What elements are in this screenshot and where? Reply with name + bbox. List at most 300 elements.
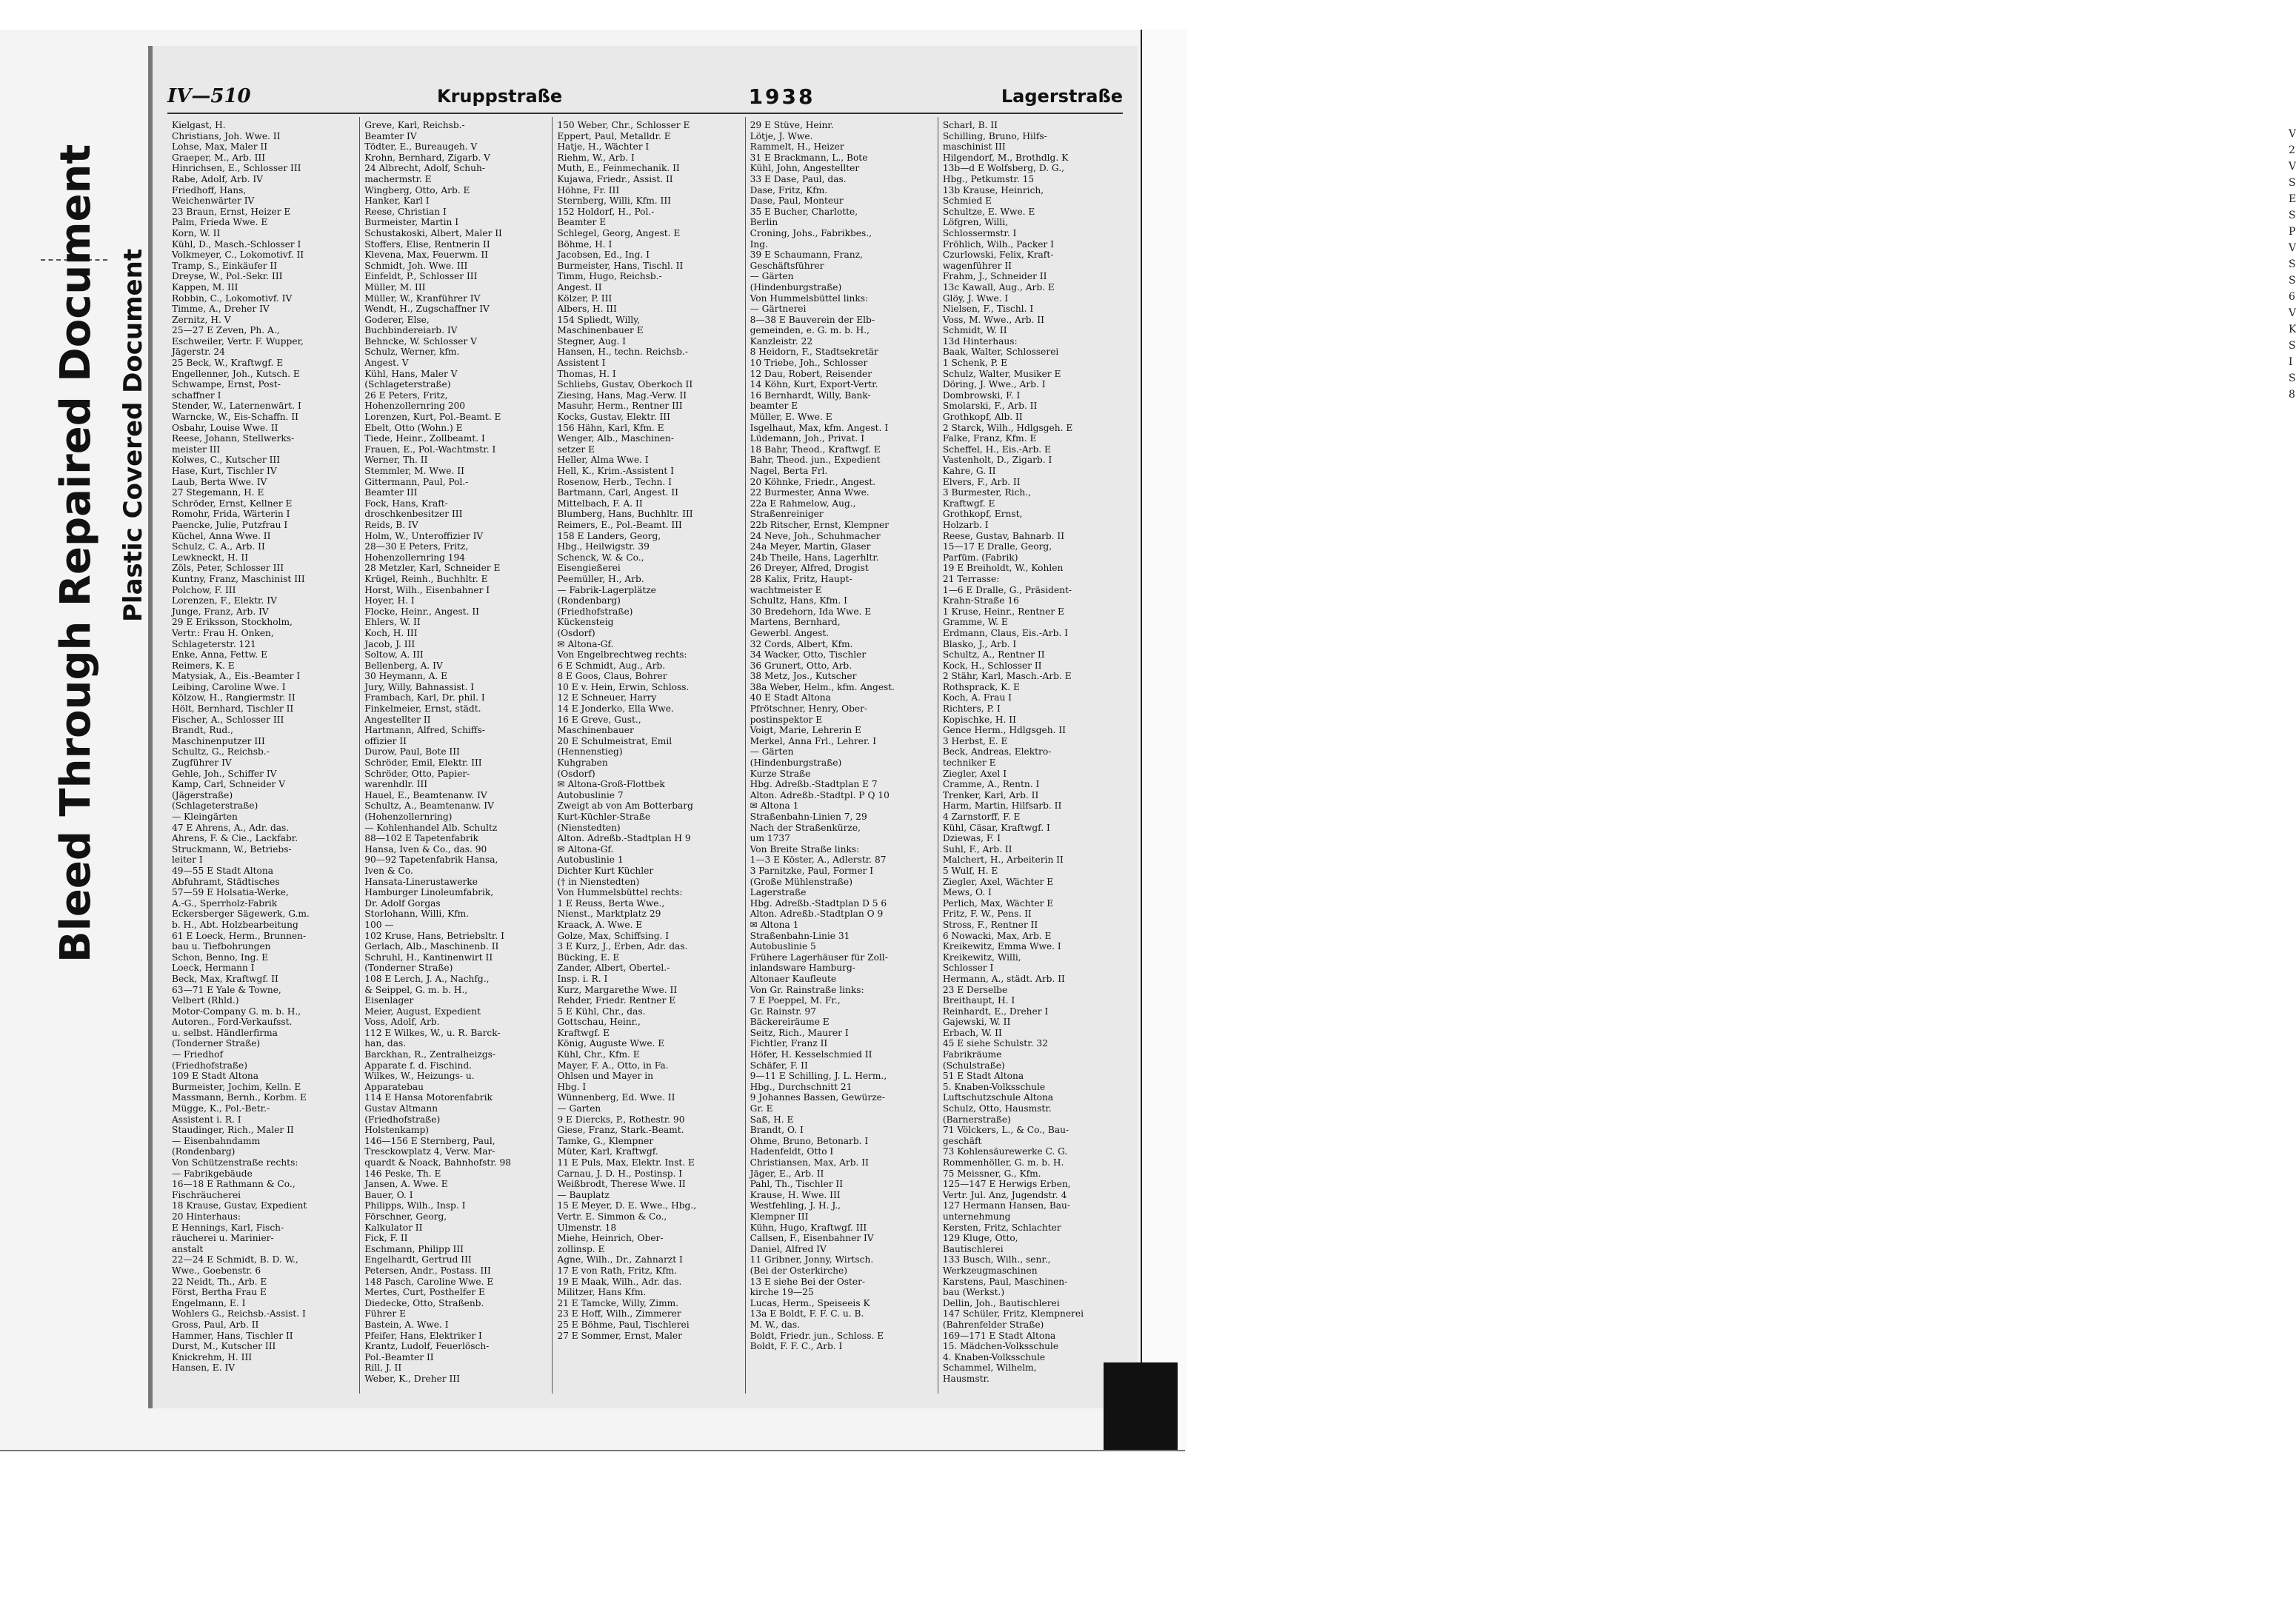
directory-line: Rabe, Adolf, Arb. IV: [172, 173, 263, 184]
directory-line: 24a Meyer, Martin, Glaser: [750, 541, 871, 552]
directory-line: Fischräucherei: [172, 1189, 241, 1200]
directory-line: 22a E Rahmelow, Aug.,: [750, 498, 856, 509]
directory-line: 6 E Schmidt, Aug., Arb.: [557, 660, 666, 671]
directory-line: (Friedhofstraße): [364, 1114, 441, 1125]
directory-line: Perlich, Max, Wächter E: [942, 897, 1054, 909]
directory-line: (Schlageterstraße): [364, 379, 451, 390]
directory-line: Burmeister, Hans, Tischl. II: [557, 260, 684, 271]
directory-line: Timme, A., Dreher IV: [172, 304, 270, 315]
directory-line: 1—6 E Dralle, G., Präsident-: [942, 584, 1072, 595]
directory-line: Müller, E. Wwe. E: [750, 412, 832, 423]
directory-line: Jäger, E., Arb. II: [750, 1168, 824, 1179]
directory-line: Engelmann, E. I: [172, 1297, 246, 1308]
directory-line: 15 E Meyer, D. E. Wwe., Hbg.,: [557, 1200, 697, 1211]
directory-line: Werner, Th. II: [364, 455, 428, 466]
fragment-char: V: [2289, 307, 2296, 319]
directory-line: Tödter, E., Bureaugeh. V: [364, 141, 478, 153]
directory-line: machermstr. E: [364, 173, 432, 184]
directory-line: Erbach, W. II: [942, 1027, 1002, 1038]
directory-line: Eisenlager: [364, 995, 414, 1006]
directory-line: Dziewas, F. I: [942, 833, 1001, 844]
directory-line: Lagerstraße: [750, 887, 807, 898]
directory-line: maschinist III: [942, 141, 1006, 153]
fragment-char: S: [2289, 275, 2296, 287]
directory-line: Kreikewitz, Willi,: [942, 952, 1021, 963]
directory-line: Von Breite Straße links:: [750, 843, 860, 855]
directory-line: Dase, Fritz, Kfm.: [750, 184, 828, 195]
directory-line: Militzer, Hans Kfm.: [557, 1287, 647, 1298]
directory-line: 18 Krause, Gustav, Expedient: [172, 1200, 307, 1211]
directory-line: Hausmstr.: [942, 1373, 990, 1384]
directory-line: Martens, Bernhard,: [750, 617, 841, 628]
directory-line: Hansen, E. IV: [172, 1362, 236, 1374]
directory-line: 8—38 E Bauverein der Elb-: [750, 314, 875, 325]
directory-line: Autobuslinie 1: [557, 855, 624, 866]
directory-line: Kielgast, H.: [172, 120, 226, 130]
directory-line: (Bahrenfelder Straße): [942, 1319, 1044, 1330]
directory-line: Reese, Johann, Stellwerks-: [172, 433, 295, 444]
directory-line: 75 Meissner, G., Kfm.: [942, 1168, 1041, 1179]
directory-line: 2 Stähr, Karl, Masch.-Arb. E: [942, 671, 1072, 682]
directory-line: Rammelt, H., Heizer: [750, 141, 844, 153]
directory-line: Schlageterstr. 121: [172, 638, 256, 649]
street-left: Kruppstraße: [436, 86, 563, 107]
directory-line: Kujawa, Friedr., Assist. II: [557, 173, 673, 184]
directory-line: Zander, Albert, Obertel.-: [557, 963, 670, 974]
directory-line: Kocks, Gustav, Elektr. III: [557, 412, 670, 423]
directory-line: 16 Bernhardt, Willy, Bank-: [750, 389, 871, 401]
directory-line: 3 Herbst, E. E: [942, 735, 1008, 746]
directory-line: 31 E Brackmann, L., Bote: [750, 152, 868, 163]
directory-line: kirche 19—25: [750, 1287, 814, 1298]
directory-line: Frauen, E., Pol.-Wachtmstr. I: [364, 444, 496, 455]
directory-line: 4. Knaben-Volksschule: [942, 1351, 1046, 1362]
directory-line: Höhne, Fr. III: [557, 184, 620, 195]
directory-line: Kühl, Chr., Kfm. E: [557, 1049, 640, 1060]
directory-line: Isgelhaut, Max, kfm. Angest. I: [750, 422, 889, 433]
directory-line: 10 Triebe, Joh., Schlosser: [750, 358, 868, 369]
directory-line: 12 Dau, Robert, Reisender: [750, 368, 872, 379]
directory-line: Leibing, Caroline Wwe. I: [172, 681, 286, 692]
directory-line: Kölzer, P. III: [557, 292, 613, 304]
directory-line: Friedhoff, Hans,: [172, 184, 247, 195]
directory-line: Sternberg, Willi, Kfm. III: [557, 195, 671, 207]
directory-line: 49—55 E Stadt Altona: [172, 865, 273, 876]
directory-page: [148, 46, 1138, 1408]
directory-line: 129 Kluge, Otto,: [942, 1233, 1018, 1244]
directory-line: Wingberg, Otto, Arb. E: [364, 184, 470, 195]
scan-edge: [0, 1450, 1185, 1451]
directory-line: 25 E Böhme, Paul, Tischlerei: [557, 1319, 690, 1330]
directory-line: 51 E Stadt Altona: [942, 1071, 1024, 1082]
directory-line: Schruhl, H., Kantinenwirt II: [364, 952, 493, 963]
directory-line: 28—30 E Peters, Fritz,: [364, 541, 469, 552]
directory-line: 13d Hinterhaus:: [942, 335, 1018, 347]
directory-line: Gerlach, Alb., Maschinenb. II: [364, 941, 499, 952]
directory-line: Kraftwgf. E: [557, 1027, 610, 1038]
directory-line: Ziegler, Axel, Wächter E: [942, 876, 1054, 887]
directory-line: Lohse, Max, Maler II: [172, 141, 268, 153]
directory-line: 3 Burmester, Rich.,: [942, 487, 1031, 498]
directory-line: Malchert, H., Arbeiterin II: [942, 855, 1064, 866]
directory-line: Carnau, J. D. H., Postinsp. I: [557, 1168, 683, 1179]
page-header: [167, 81, 1123, 111]
directory-line: Tramp, S., Einkäufer II: [172, 260, 278, 271]
directory-line: Böhme, H. I: [557, 238, 613, 250]
directory-line: Seitz, Rich., Maurer I: [750, 1027, 849, 1038]
directory-line: Reese, Christian I: [364, 206, 447, 217]
directory-line: 45 E siehe Schulstr. 32: [942, 1038, 1048, 1049]
directory-line: (Tonderner Straße): [364, 963, 453, 974]
directory-line: um 1737: [750, 833, 790, 844]
directory-line: Schlosser I: [942, 963, 994, 974]
directory-line: (Friedhofstraße): [557, 606, 633, 617]
directory-line: Motor-Company G. m. b. H.,: [172, 1006, 301, 1017]
directory-line: Von Gr. Rainstraße links:: [750, 984, 864, 995]
directory-line: (Hohenzollernring): [364, 812, 453, 822]
directory-line: Eckersberger Sägewerk, G.m.: [172, 909, 310, 920]
directory-line: Kalkulator II: [364, 1222, 423, 1233]
directory-line: leiter I: [172, 855, 203, 866]
directory-line: Dase, Paul, Monteur: [750, 195, 844, 207]
directory-line: 25—27 E Zeven, Ph. A.,: [172, 325, 280, 336]
directory-line: Matysiak, A., Eis.-Beamter I: [172, 671, 301, 682]
directory-line: Philipps, Wilh., Insp. I: [364, 1200, 466, 1211]
directory-line: Saß, H. E: [750, 1114, 794, 1125]
directory-line: schaffner I: [172, 389, 221, 401]
directory-line: 24 Neve, Joh., Schuhmacher: [750, 530, 881, 541]
directory-line: (Schlageterstraße): [172, 800, 258, 812]
directory-line: 16 E Greve, Gust.,: [557, 714, 641, 725]
directory-line: Schilling, Bruno, Hilfs-: [942, 130, 1047, 141]
directory-line: Altonaer Kaufleute: [750, 973, 837, 984]
directory-line: Romohr, Frida, Wärterin I: [172, 509, 290, 520]
directory-line: 23 E Hoff, Wilh., Zimmerer: [557, 1308, 681, 1320]
directory-line: 19 E Maak, Wilh., Adr. das.: [557, 1276, 682, 1287]
directory-line: 125—147 E Herwigs Erben,: [942, 1179, 1071, 1190]
directory-line: 114 E Hansa Motorenfabrik: [364, 1092, 493, 1103]
directory-line: Brandt, O. I: [750, 1125, 804, 1136]
directory-line: 22 Neidt, Th., Arb. E: [172, 1276, 267, 1287]
directory-line: Vertr.: Frau H. Onken,: [172, 627, 274, 638]
directory-line: Laub, Berta Wwe. IV: [172, 476, 267, 487]
directory-line: Först, Bertha Frau E: [172, 1287, 267, 1298]
directory-line: 11 E Puls, Max, Elektr. Inst. E: [557, 1157, 695, 1168]
directory-line: Fritz, F. W., Pens. II: [942, 909, 1032, 920]
directory-line: 146 Peske, Th. E: [364, 1168, 441, 1179]
directory-line: Grothkopf, Alb. II: [942, 412, 1023, 423]
directory-line: Zweigt ab von Am Botterbarg: [557, 800, 693, 812]
directory-line: Nagel, Berta Frl.: [750, 466, 828, 476]
directory-line: droschkenbesitzer III: [364, 509, 463, 520]
fragment-char: S: [2289, 258, 2296, 270]
directory-line: Maschinenputzer III: [172, 735, 265, 746]
directory-line: 20 Hinterhaus:: [172, 1211, 241, 1222]
directory-line: (Hindenburgstraße): [750, 281, 842, 292]
directory-line: 22—24 E Schmidt, B. D. W.,: [172, 1254, 298, 1265]
directory-line: Schmied E: [942, 195, 992, 207]
directory-line: Döring, J. Wwe., Arb. I: [942, 379, 1046, 390]
fragment-char: K: [2289, 324, 2296, 335]
directory-line: 90—92 Tapetenfabrik Hansa,: [364, 855, 498, 866]
directory-line: Albers, H. III: [557, 304, 617, 315]
directory-line: Hammer, Hans, Tischler II: [172, 1330, 293, 1341]
directory-line: Schultze, E. Wwe. E: [942, 206, 1035, 217]
directory-line: Bahr, Theod. jun., Expedient: [750, 455, 881, 466]
directory-line: Stender, W., Laternenwärt. I: [172, 401, 301, 412]
directory-line: 25 Beck, W., Kraftwgf. E: [172, 358, 284, 369]
directory-line: (Rondenbarg): [557, 595, 621, 606]
directory-line: 9 Johannes Bassen, Gewürze-: [750, 1092, 885, 1103]
directory-line: Apparate f. d. Fischind.: [364, 1060, 473, 1071]
directory-line: Finkelmeier, Ernst, städt.: [364, 703, 481, 715]
directory-line: Hohenzollernring 194: [364, 552, 466, 563]
directory-line: Cramme, A., Rentn. I: [942, 779, 1040, 790]
directory-line: Christians, Joh. Wwe. II: [172, 130, 281, 141]
directory-line: Reinhardt, E., Dreher I: [942, 1006, 1049, 1017]
bleed-through-text: Bleed Through: [52, 621, 100, 963]
directory-line: Krügel, Reinh., Buchhltr. E: [364, 573, 488, 584]
directory-line: Warncke, W., Eis-Schaffn. II: [172, 412, 298, 423]
directory-line: — Kohlenhandel Alb. Schultz: [364, 822, 498, 833]
directory-line: Muth, E., Feinmechanik. II: [557, 163, 680, 174]
directory-line: 27 Stegemann, H. E: [172, 487, 264, 498]
directory-line: 1 Schenk, P. E: [942, 358, 1008, 369]
directory-line: 7 E Poeppel, M. Fr.,: [750, 995, 841, 1006]
directory-line: Beamter E: [557, 217, 607, 228]
directory-line: — Fabrik-Lagerplätze: [557, 584, 656, 595]
directory-line: Riehm, W., Arb. I: [557, 152, 635, 163]
directory-line: Gittermann, Paul, Pol.-: [364, 476, 469, 487]
directory-line: Daniel, Alfred IV: [750, 1243, 827, 1254]
directory-line: — Kleingärten: [172, 812, 238, 822]
directory-line: Durow, Paul, Bote III: [364, 746, 460, 757]
directory-line: Schultz, A., Beamtenanw. IV: [364, 800, 494, 812]
directory-line: Gajewski, W. II: [942, 1017, 1011, 1028]
directory-line: Kühn, Hugo, Kraftwgf. III: [750, 1222, 867, 1233]
directory-line: Eschmann, Philipp III: [364, 1243, 464, 1254]
column-5: [938, 117, 1130, 1394]
directory-line: Burmeister, Jochim, Kelln. E: [172, 1081, 301, 1092]
directory-line: Mügge, K., Pol.-Betr.-: [172, 1103, 270, 1114]
directory-line: Flocke, Heinr., Angest. II: [364, 606, 479, 617]
directory-line: Hbg., Durchschnitt 21: [750, 1081, 852, 1092]
directory-line: 133 Busch, Wilh., senr.,: [942, 1254, 1051, 1265]
directory-line: Hatje, H., Wächter I: [557, 141, 650, 153]
directory-line: Kamp, Carl, Schneider V: [172, 779, 286, 790]
directory-line: Fick, F. II: [364, 1233, 408, 1244]
directory-line: 17 E von Rath, Fritz, Kfm.: [557, 1265, 678, 1276]
directory-line: Alton. Adreßb.-Stadtplan O 9: [750, 909, 884, 920]
directory-line: A.-G., Sperrholz-Fabrik: [172, 897, 278, 909]
directory-line: Hbg. Adreßb.-Stadtplan E 7: [750, 779, 878, 790]
directory-line: Mittelbach, F. A. II: [557, 498, 643, 509]
directory-line: Ziegler, Axel I: [942, 768, 1007, 779]
directory-line: Autobuslinie 5: [750, 941, 816, 952]
directory-line: Trenker, Karl, Arb. II: [942, 789, 1039, 800]
directory-line: 28 Metzler, Karl, Schneider E: [364, 563, 501, 574]
directory-line: setzer E: [557, 444, 595, 455]
directory-line: Hbg., Petkumstr. 15: [942, 173, 1035, 184]
directory-line: 26 E Peters, Fritz,: [364, 389, 448, 401]
directory-line: 35 E Bucher, Charlotte,: [750, 206, 858, 217]
directory-line: geschäft: [942, 1135, 982, 1146]
directory-line: Fichtler, Franz II: [750, 1038, 828, 1049]
directory-line: inlandsware Hamburg-: [750, 963, 855, 974]
directory-line: Rill, J. II: [364, 1362, 402, 1374]
directory-line: Koch, A. Frau I: [942, 692, 1012, 703]
directory-line: 71 Völckers, L., & Co., Bau-: [942, 1125, 1069, 1136]
directory-line: 22 Burmester, Anna Wwe.: [750, 487, 870, 498]
directory-line: Rosenow, Herb., Techn. I: [557, 476, 672, 487]
column-3: [553, 117, 745, 1394]
directory-line: ✉ Altona-Groß-Flottbek: [557, 779, 665, 790]
directory-line: Ohme, Bruno, Betonarb. I: [750, 1135, 869, 1146]
fragment-char: E: [2289, 193, 2296, 205]
directory-line: Hansen, H., techn. Reichsb.-: [557, 347, 688, 358]
directory-line: Hartmann, Alfred, Schiffs-: [364, 725, 485, 736]
directory-line: Beamter III: [364, 487, 418, 498]
directory-line: Velbert (Rhld.): [172, 995, 239, 1006]
directory-line: Buchbindereiarb. IV: [364, 325, 458, 336]
directory-line: Goderer, Else,: [364, 314, 430, 325]
directory-line: — Fabrikgebäude: [172, 1168, 253, 1179]
directory-line: Kühl, Cäsar, Kraftwgf. I: [942, 822, 1050, 833]
directory-line: Soltow, A. III: [364, 649, 424, 660]
directory-line: Richters, P. I: [942, 703, 1001, 715]
directory-line: Greve, Karl, Reichsb.-: [364, 120, 465, 130]
directory-line: Tiede, Heinr., Zollbeamt. I: [364, 433, 485, 444]
directory-line: Koch, H. III: [364, 627, 418, 638]
fragment-char: I: [2289, 356, 2293, 368]
directory-line: 2 Starck, Wilh., Hdlgsgeh. E: [942, 422, 1073, 433]
fragment-char: 8: [2289, 389, 2295, 401]
directory-line: Dombrowski, F. I: [942, 389, 1021, 401]
directory-line: 19 E Breiholdt, W., Kohlen: [942, 563, 1064, 574]
directory-line: wachtmeister E: [750, 584, 822, 595]
directory-line: Diedecke, Otto, Straßenb.: [364, 1297, 484, 1308]
directory-line: 146—156 E Sternberg, Paul,: [364, 1135, 495, 1146]
directory-line: Nach der Straßenkürze,: [750, 822, 861, 833]
directory-line: Schustakoski, Albert, Maler II: [364, 227, 502, 238]
directory-line: Gewerbl. Angest.: [750, 627, 830, 638]
directory-line: Hbg., Heilwigstr. 39: [557, 541, 650, 552]
directory-line: Staudinger, Rich., Maler II: [172, 1125, 294, 1136]
directory-line: Kopischke, H. II: [942, 714, 1016, 725]
directory-line: Tamke, G., Klempner: [557, 1135, 654, 1146]
directory-line: 13b Krause, Heinrich,: [942, 184, 1044, 195]
scan-dark-corner: [1104, 1362, 1178, 1451]
directory-line: Assistent i. R. I: [172, 1114, 241, 1125]
directory-line: 33 E Dase, Paul, das.: [750, 173, 847, 184]
directory-line: 38 Metz, Jos., Kutscher: [750, 671, 857, 682]
directory-line: Robbin, C., Lokomotivf. IV: [172, 292, 293, 304]
directory-line: Lucas, Herm., Speiseeis K: [750, 1297, 870, 1308]
directory-line: (Hindenburgstraße): [750, 757, 842, 769]
directory-line: Gramme, W. E: [942, 617, 1008, 628]
fragment-char: V: [2289, 128, 2296, 140]
directory-line: 169—171 E Stadt Altona: [942, 1330, 1056, 1341]
directory-line: Baak, Walter, Schlosserei: [942, 347, 1059, 358]
directory-line: Schultz, Hans, Kfm. I: [750, 595, 847, 606]
directory-line: Stegner, Aug. I: [557, 335, 626, 347]
directory-line: Eppert, Paul, Metalldr. E: [557, 130, 671, 141]
directory-line: 13b—d E Wolfsberg, D. G.,: [942, 163, 1064, 174]
directory-line: Gr. E: [750, 1103, 773, 1114]
directory-line: ✉ Altona-Gf.: [557, 638, 614, 649]
directory-line: Beck, Max, Kraftwgf. II: [172, 973, 278, 984]
directory-line: 24b Theile, Hans, Lagerhltr.: [750, 552, 879, 563]
directory-line: Kurze Straße: [750, 768, 811, 779]
directory-line: Kühl, Hans, Maler V: [364, 368, 458, 379]
directory-line: 4 Zarnstorff, F. E: [942, 812, 1021, 822]
directory-line: E Hennings, Karl, Fisch-: [172, 1222, 284, 1233]
directory-line: Polchow, F. III: [172, 584, 236, 595]
directory-line: Ehlers, W. II: [364, 617, 421, 628]
directory-line: Breithaupt, H. I: [942, 995, 1015, 1006]
directory-line: Bautischlerei: [942, 1243, 1004, 1254]
directory-line: Kock, H., Schlosser II: [942, 660, 1042, 671]
directory-line: Ohlsen und Mayer in: [557, 1071, 653, 1082]
directory-line: Jacob, J. III: [364, 638, 416, 649]
directory-line: Werkzeugmaschinen: [942, 1265, 1038, 1276]
side-annotation: [0, 44, 156, 1451]
directory-line: Jacobsen, Ed., Ing. I: [557, 250, 650, 261]
directory-line: Christiansen, Max, Arb. II: [750, 1157, 869, 1168]
directory-line: Merkel, Anna Frl., Lehrer. I: [750, 735, 877, 746]
directory-line: Storlohann, Willi, Kfm.: [364, 909, 470, 920]
directory-line: Rehder, Friedr. Rentner E: [557, 995, 676, 1006]
directory-line: Klevena, Max, Feuerwm. II: [364, 250, 489, 261]
directory-line: 47 E Ahrens, A., Adr. das.: [172, 822, 290, 833]
directory-line: Hilgendorf, M., Brothdlg. K: [942, 152, 1069, 163]
directory-line: — Friedhof: [172, 1049, 223, 1060]
directory-line: — Gärten: [750, 746, 794, 757]
directory-line: Lüdemann, Joh., Privat. I: [750, 433, 865, 444]
directory-line: 13c Kawall, Aug., Arb. E: [942, 281, 1055, 292]
directory-line: Hauel, E., Beamtenanw. IV: [364, 789, 487, 800]
directory-line: Voss, Adolf, Arb.: [364, 1017, 440, 1028]
directory-line: 3 Parnitzke, Paul, Former I: [750, 865, 874, 876]
directory-line: (Nienstedten): [557, 822, 621, 833]
directory-line: (Jägerstraße): [172, 789, 233, 800]
directory-line: (Friedhofstraße): [172, 1060, 247, 1071]
directory-line: Boldt, F. F. C., Arb. I: [750, 1341, 843, 1352]
directory-line: (Tonderner Straße): [172, 1038, 261, 1049]
directory-line: Berlin: [750, 217, 778, 228]
directory-line: Alton. Adreßb.-Stadtplan H 9: [557, 833, 691, 844]
directory-line: 5 Wulf, H. E: [942, 865, 998, 876]
directory-line: 148 Pasch, Caroline Wwe. E: [364, 1276, 494, 1287]
directory-line: 15. Mädchen-Volksschule: [942, 1341, 1059, 1352]
directory-line: Küchel, Anna Wwe. II: [172, 530, 271, 541]
directory-line: Förschner, Georg,: [364, 1211, 447, 1222]
directory-line: 36 Grunert, Otto, Arb.: [750, 660, 852, 671]
directory-line: 18 Bahr, Theod., Kraftwgf. E: [750, 444, 881, 455]
directory-line: Bücking, E. E: [557, 952, 620, 963]
directory-line: 32 Cords, Albert, Kfm.: [750, 638, 853, 649]
directory-line: Beamter IV: [364, 130, 417, 141]
directory-line: Maschinenbauer: [557, 725, 634, 736]
directory-line: Dichter Kurt Küchler: [557, 865, 654, 876]
directory-line: Krahn-Straße 16: [942, 595, 1019, 606]
directory-line: Hölt, Bernhard, Tischler II: [172, 703, 294, 715]
directory-line: Jansen, A. Wwe. E: [364, 1179, 448, 1190]
directory-line: 3 E Kurz, J., Erben, Adr. das.: [557, 941, 688, 952]
directory-line: Wwe., Goebenstr. 6: [172, 1265, 261, 1276]
directory-line: Bellenberg, A. IV: [364, 660, 443, 671]
directory-line: Golze, Max, Schiffsing. I: [557, 930, 670, 941]
